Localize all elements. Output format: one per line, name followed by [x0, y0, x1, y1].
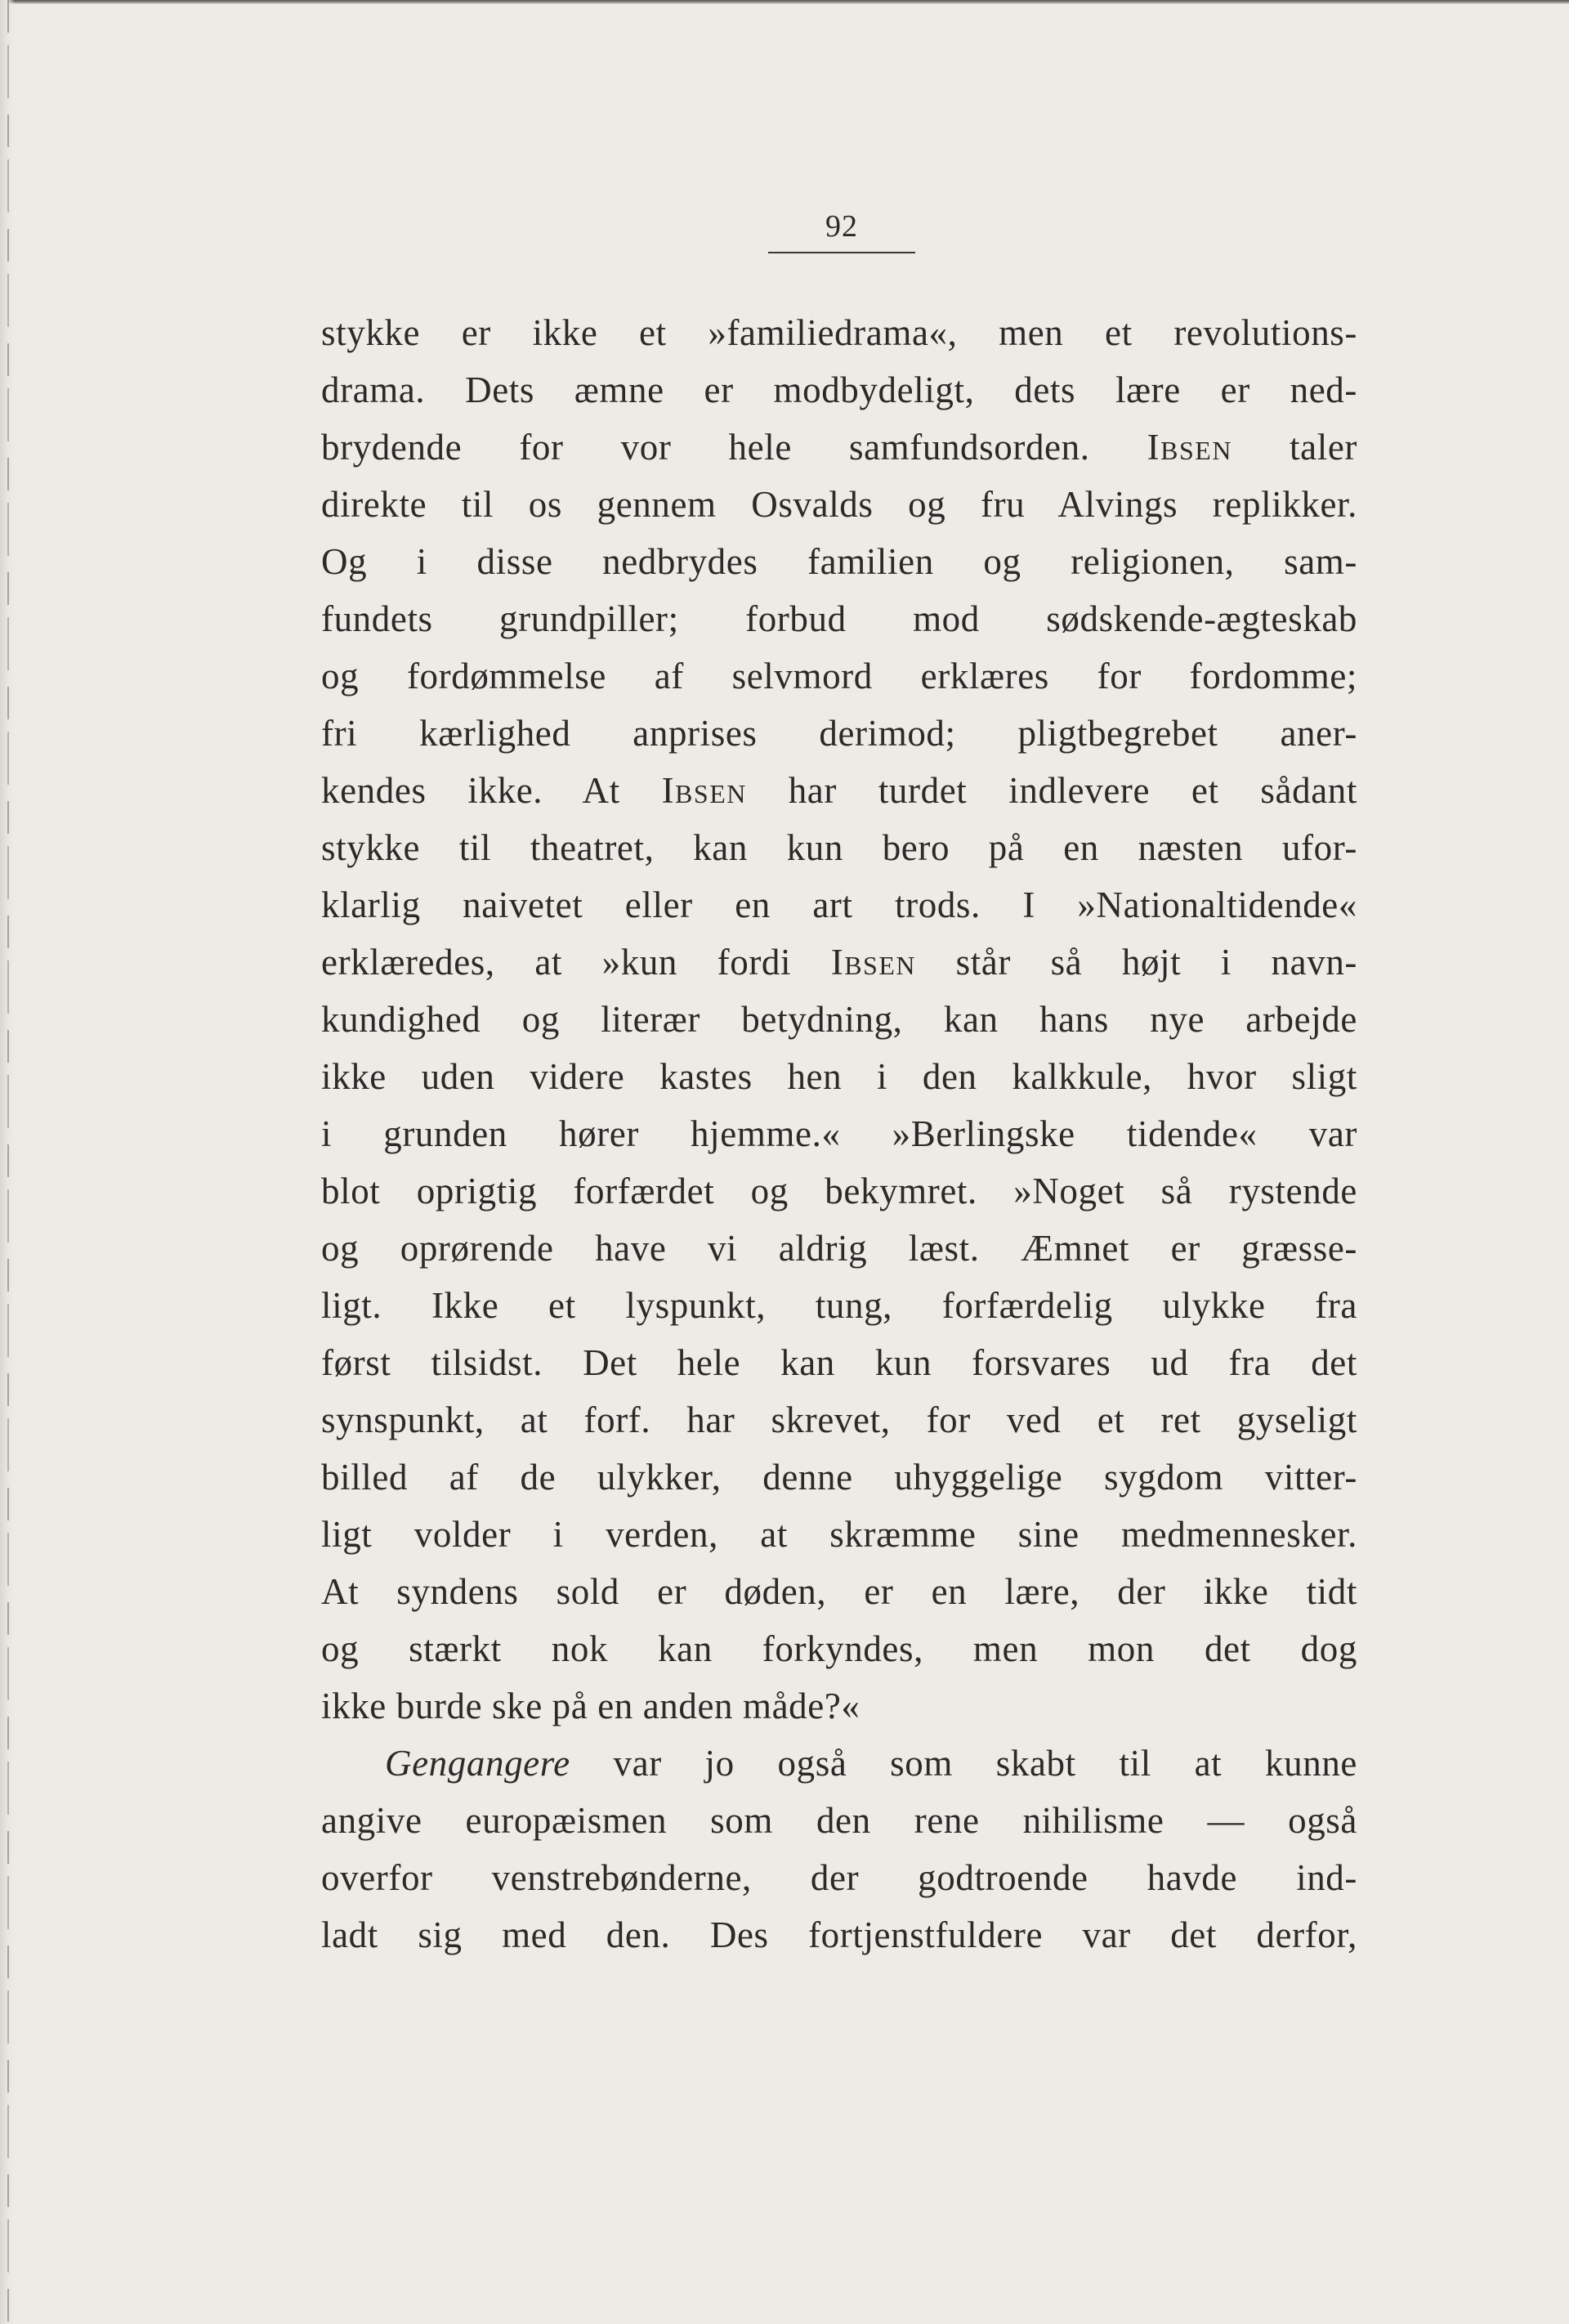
paragraph-end-line: ikke burde ske på en anden måde?«	[321, 1686, 860, 1726]
header-rule	[768, 252, 915, 253]
text-line: stykke til theatret, kan kun bero på en næsten ufor-	[321, 827, 1357, 868]
text-line: først tilsidst. Det hele kan kun forsvares ud fra det	[321, 1342, 1357, 1383]
text-line: blot oprigtig forfærdet og bekymret. »Noget så rystende	[321, 1171, 1357, 1211]
text-line: fri kærlighed anprises derimod; pligtbegrebet aner-	[321, 713, 1357, 754]
author-name: Ibsen	[661, 770, 747, 811]
page-number: 92	[825, 209, 858, 244]
text-line: ligt. Ikke et lyspunkt, tung, forfærdelig ulykke fra	[321, 1285, 1357, 1326]
text-line: kundighed og literær betydning, kan hans nye arbejde	[321, 999, 1357, 1040]
text-line: stykke er ikke et »familiedrama«, men et revolutions-	[321, 312, 1357, 353]
text-line: ladt sig med den. Des fortjenstfuldere var det derfor,	[321, 1914, 1357, 1955]
text-line: klarlig naivetet eller en art trods. I »Nationaltidende«	[321, 884, 1357, 925]
paragraph-start-line: Gengangere var jo også som skabt til at kunne	[385, 1743, 1357, 1784]
text-line: brydende for vor hele samfundsorden. Ibsen taler	[321, 427, 1357, 468]
text-line: At syndens sold er døden, er en lære, der ikke tidt	[321, 1571, 1357, 1612]
text-line: billed af de ulykker, denne uhyggelige sygdom vitter-	[321, 1457, 1357, 1498]
author-name: Ibsen	[1147, 427, 1232, 468]
body-text	[321, 304, 1357, 1964]
author-name: Ibsen	[830, 942, 916, 983]
text-line: kendes ikke. At Ibsen har turdet indlevere et sådant	[321, 770, 1357, 811]
text-line: overfor venstrebønderne, der godtroende havde ind-	[321, 1857, 1357, 1898]
text-line: og oprørende have vi aldrig læst. Æmnet er græsse-	[321, 1228, 1357, 1269]
text-line: ikke uden videre kastes hen i den kalkkule, hvor sligt	[321, 1056, 1357, 1097]
text-line: direkte til os gennem Osvalds og fru Alvings replikker.	[321, 484, 1357, 525]
text-line: og fordømmelse af selvmord erklæres for fordomme;	[321, 656, 1357, 696]
text-line: i grunden hører hjemme.« »Berlingske tidende« var	[321, 1113, 1357, 1154]
text-line: angive europæismen som den rene nihilisme — også	[321, 1800, 1357, 1841]
text-line: synspunkt, at forf. har skrevet, for ved et ret gyseligt	[321, 1399, 1357, 1440]
page-header	[768, 206, 915, 247]
text-line: ligt volder i verden, at skræmme sine medmennesker.	[321, 1514, 1357, 1555]
text-line: fundets grundpiller; forbud mod sødskende-ægteskab	[321, 598, 1357, 639]
text-line: og stærkt nok kan forkyndes, men mon det dog	[321, 1628, 1357, 1669]
scan-top-edge	[0, 0, 1569, 4]
text-line: Og i disse nedbrydes familien og religionen, sam-	[321, 541, 1357, 582]
text-line: drama. Dets æmne er modbydeligt, dets lære er ned-	[321, 369, 1357, 410]
scan-left-edge	[0, 0, 15, 2324]
play-title: Gengangere	[385, 1743, 570, 1784]
text-line: erklæredes, at »kun fordi Ibsen står så højt i navn-	[321, 942, 1357, 983]
